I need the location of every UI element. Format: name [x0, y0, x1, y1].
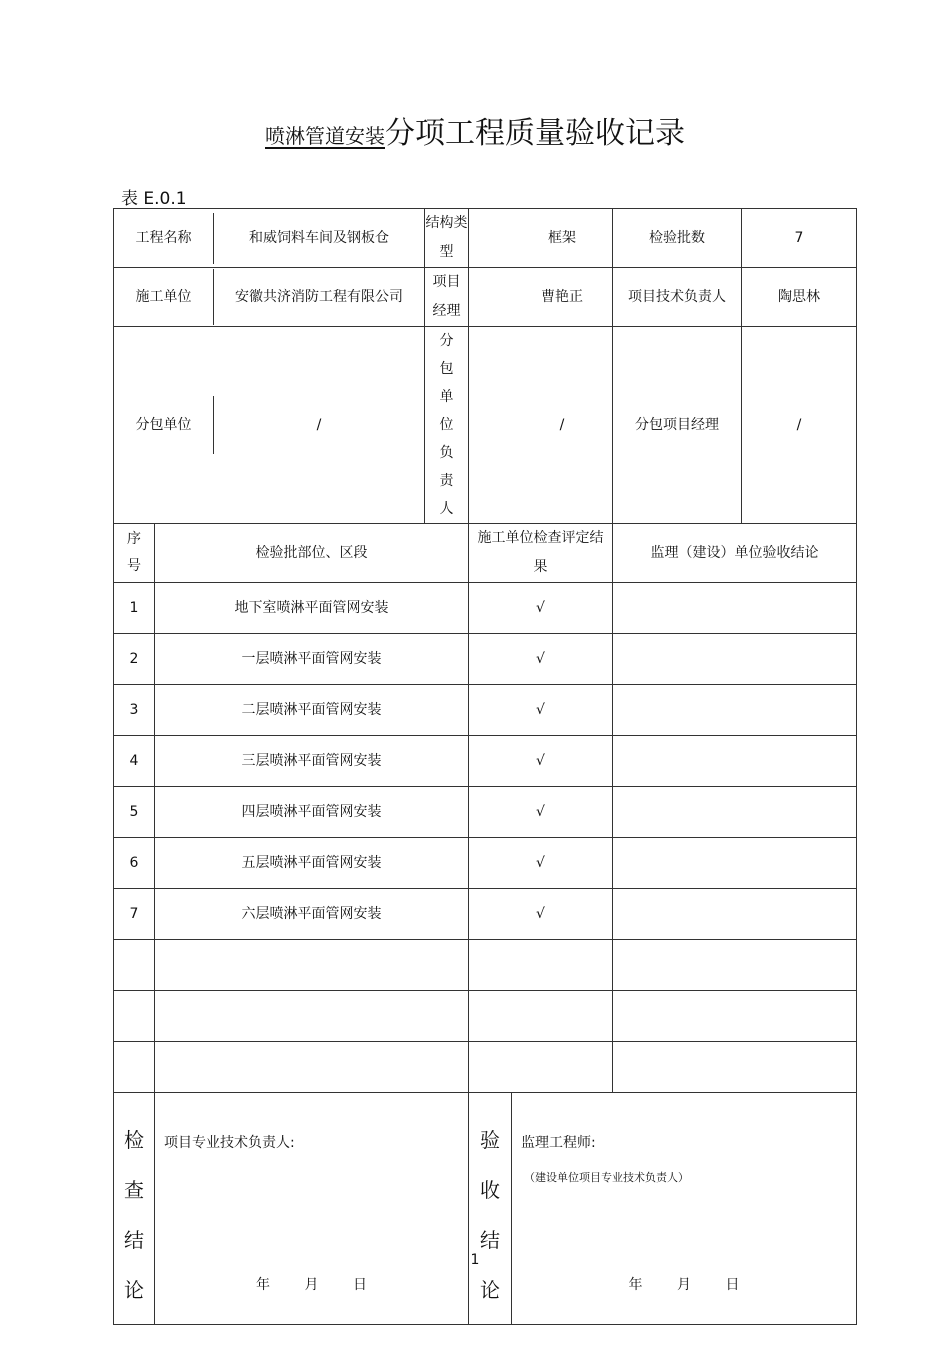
table-row — [114, 634, 857, 685]
col-location-header: 检验批部位、区段 — [155, 524, 469, 583]
subcontractor-lead-value: / — [559, 416, 565, 433]
table-row — [114, 736, 857, 787]
subcontractor-pm-value: / — [742, 327, 857, 524]
row-result — [469, 940, 613, 991]
row-location: 二层喷淋平面管网安装 — [155, 685, 469, 736]
row-conclusion — [613, 583, 857, 634]
table-row — [114, 787, 857, 838]
row-conclusion — [613, 940, 857, 991]
accept-conclusion-label: 验 收 结 论 — [469, 1093, 512, 1325]
row-conclusion — [613, 991, 857, 1042]
row-seq — [114, 940, 155, 991]
col-conclusion-header: 监理（建设）单位验收结论 — [613, 524, 857, 583]
row-seq — [114, 1042, 155, 1093]
row-seq: 7 — [114, 889, 155, 940]
row-conclusion — [613, 1042, 857, 1093]
structure-type-value: 框架 — [548, 229, 576, 246]
row-location: 地下室喷淋平面管网安装 — [155, 583, 469, 634]
row-result — [469, 991, 613, 1042]
table-row — [114, 940, 857, 991]
row-result: √ — [469, 685, 613, 736]
table-row — [114, 991, 857, 1042]
header-row-3 — [114, 327, 857, 524]
row-location: 五层喷淋平面管网安装 — [155, 838, 469, 889]
row-seq: 2 — [114, 634, 155, 685]
construction-unit-label: 施工单位 — [135, 288, 192, 305]
accept-date: 年 月 日 — [628, 1277, 740, 1293]
row-result: √ — [469, 583, 613, 634]
table-row — [114, 583, 857, 634]
col-result-header: 施工单位检查评定结果 — [469, 524, 613, 583]
project-name-value: 和威饲料车间及钢板仓 — [213, 213, 424, 264]
subcontractor-value: / — [213, 396, 424, 454]
row-seq — [114, 991, 155, 1042]
row-seq: 3 — [114, 685, 155, 736]
accept-signature-area — [512, 1093, 857, 1325]
table-row — [114, 1042, 857, 1093]
check-signer-label: 项目专业技术负责人: — [164, 1135, 295, 1151]
row-conclusion — [613, 634, 857, 685]
row-conclusion — [613, 736, 857, 787]
row-result: √ — [469, 889, 613, 940]
row-location — [155, 991, 469, 1042]
subcontractor-lead-label: 分包单位负责人 — [425, 327, 469, 524]
header-row-2 — [114, 268, 857, 327]
row-conclusion — [613, 787, 857, 838]
project-manager-label: 项目经理 — [425, 268, 469, 327]
subcontractor-label: 分包单位 — [135, 416, 192, 433]
page-number: 1 — [470, 1252, 480, 1268]
row-seq: 6 — [114, 838, 155, 889]
form-number: 表 E.0.1 — [121, 189, 187, 209]
row-conclusion — [613, 889, 857, 940]
row-location: 三层喷淋平面管网安装 — [155, 736, 469, 787]
title-main: 分项工程质量验收记录 — [385, 116, 685, 151]
check-conclusion-label: 检 查 结 论 — [114, 1093, 155, 1325]
col-seq-header: 序号 — [114, 524, 155, 583]
row-result: √ — [469, 838, 613, 889]
column-header-row — [114, 524, 857, 583]
tech-lead-label: 项目技术负责人 — [613, 268, 742, 327]
batch-count-value: 7 — [742, 209, 857, 268]
row-location — [155, 1042, 469, 1093]
accept-signer-label: 监理工程师: — [521, 1135, 596, 1151]
acceptance-record-table — [113, 208, 857, 1325]
row-result: √ — [469, 634, 613, 685]
table-row — [114, 685, 857, 736]
construction-unit-value: 安徽共济消防工程有限公司 — [213, 269, 424, 325]
footer-row — [114, 1093, 857, 1325]
check-signature-area — [155, 1093, 469, 1325]
row-location: 六层喷淋平面管网安装 — [155, 889, 469, 940]
title-subproject: 喷淋管道安装 — [265, 124, 385, 148]
structure-type-label: 结构类型 — [425, 215, 468, 260]
row-result: √ — [469, 736, 613, 787]
row-location: 四层喷淋平面管网安装 — [155, 787, 469, 838]
row-location: 一层喷淋平面管网安装 — [155, 634, 469, 685]
subcontractor-pm-label: 分包项目经理 — [613, 327, 742, 524]
row-seq: 4 — [114, 736, 155, 787]
tech-lead-value: 陶思林 — [742, 268, 857, 327]
header-row-1 — [114, 209, 857, 268]
row-seq: 5 — [114, 787, 155, 838]
project-name-label: 工程名称 — [135, 229, 192, 246]
row-conclusion — [613, 685, 857, 736]
accept-signer-note: （建设单位项目专业技术负责人） — [524, 1171, 689, 1184]
table-row — [114, 889, 857, 940]
check-date: 年 月 日 — [256, 1277, 367, 1293]
page-title — [0, 108, 950, 152]
row-result — [469, 1042, 613, 1093]
row-conclusion — [613, 838, 857, 889]
batch-count-label: 检验批数 — [613, 209, 742, 268]
table-row — [114, 838, 857, 889]
project-manager-value: 曹艳正 — [541, 288, 583, 305]
row-location — [155, 940, 469, 991]
row-seq: 1 — [114, 583, 155, 634]
row-result: √ — [469, 787, 613, 838]
